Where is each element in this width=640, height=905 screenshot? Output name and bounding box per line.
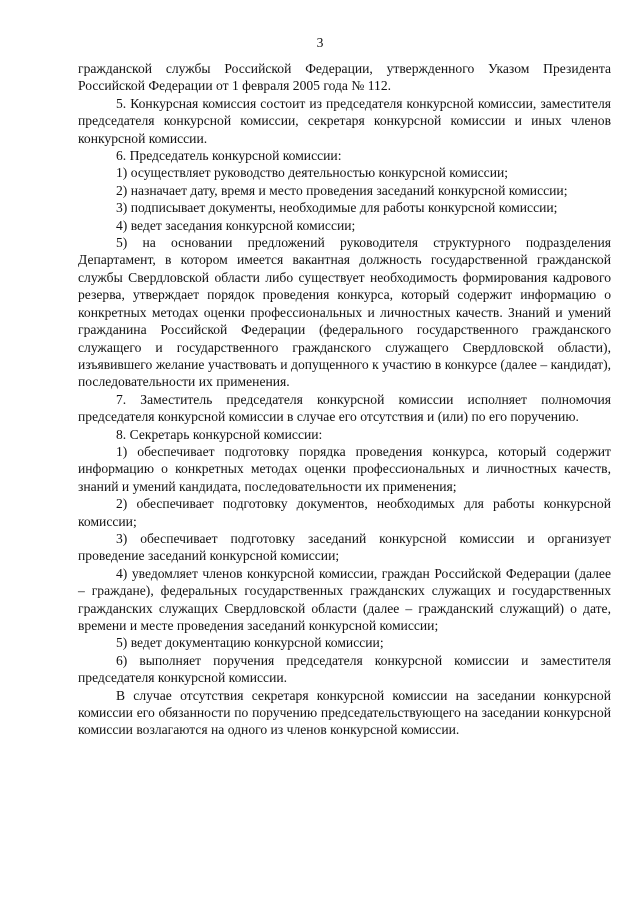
paragraph-8-subitem-1: 1) обеспечивает подготовку порядка проведения конкурса, который содержит информацию о конкретных методах оценки профессиональных и личностных качеств, знаний и умений кандидата, последовательности их применения; (78, 443, 611, 494)
paragraph-6-subitem-5: 5) на основании предложений руководителя структурного подразделения Департамент, в котором имеется вакантная должность государственной гражданской службы Свердловской области либо существует необходимость формирования кадрового резерва, утверждает порядок проведения конкурса, который содержит информацию о конкретных методах оценки профессиональных и личностных качеств. Знаний и умений гражданина Российской Федерации (федерального государственного гражданского служащего и государственного гражданского служащего Свердловской области), изъявившего желание участвовать и допущенного к участию в конкурсе (далее – кандидат), последовательности их применения. (78, 235, 611, 390)
paragraph-6-subitem-1: 1) осуществляет руководство деятельностью конкурсной комиссии; (116, 165, 509, 181)
paragraph-item-6-heading: 6. Председатель конкурсной комиссии: (116, 148, 342, 164)
document-body (78, 60, 611, 739)
paragraph-6-subitem-3: 3) подписывает документы, необходимые для работы конкурсной комиссии; (116, 200, 558, 216)
paragraph-continuation: гражданской службы Российской Федерации, утвержденного Указом Президента Российской Федерации от 1 февраля 2005 года № 112. (78, 61, 611, 94)
paragraph-secretary-absence: В случае отсутствия секретаря конкурсной комиссии на заседании конкурсной комиссии его обязанности по поручению председательствующего на заседании конкурсной комиссии возлагаются на одного из членов конкурсной комиссии. (78, 687, 611, 738)
paragraph-6-subitem-4: 4) ведет заседания конкурсной комиссии; (116, 217, 356, 233)
paragraph-8-subitem-2: 2) обеспечивает подготовку документов, необходимых для работы конкурсной комиссии; (78, 496, 611, 529)
page-number: 3 (316, 35, 324, 50)
paragraph-8-subitem-5: 5) ведет документацию конкурсной комиссии; (116, 635, 384, 651)
paragraph-8-subitem-4: 4) уведомляет членов конкурсной комиссии, граждан Российской Федерации (далее – граждане), федеральных государственных гражданских служащих и государственных гражданских служащих Свердловской области (далее – гражданский служащий) о дате, времени и месте проведения заседаний конкурсной комиссии; (78, 565, 611, 633)
paragraph-item-5: 5. Конкурсная комиссия состоит из председателя конкурсной комиссии, заместителя председателя конкурсной комиссии, секретаря конкурсной комиссии и иных членов конкурсной комиссии. (78, 95, 611, 146)
paragraph-6-subitem-2: 2) назначает дату, время и место проведения заседаний конкурсной комиссии; (116, 182, 568, 198)
paragraph-item-7: 7. Заместитель председателя конкурсной комиссии исполняет полномочия председателя конкурсной комиссии в случае его отсутствия и (или) по его поручению. (78, 391, 611, 425)
paragraph-8-subitem-3: 3) обеспечивает подготовку заседаний конкурсной комиссии и организует проведение заседаний конкурсной комиссии; (78, 530, 611, 564)
paragraph-8-subitem-6: 6) выполняет поручения председателя конкурсной комиссии и заместителя председателя конкурсной комиссии. (78, 652, 611, 686)
paragraph-item-8-heading: 8. Секретарь конкурсной комиссии: (116, 426, 323, 442)
